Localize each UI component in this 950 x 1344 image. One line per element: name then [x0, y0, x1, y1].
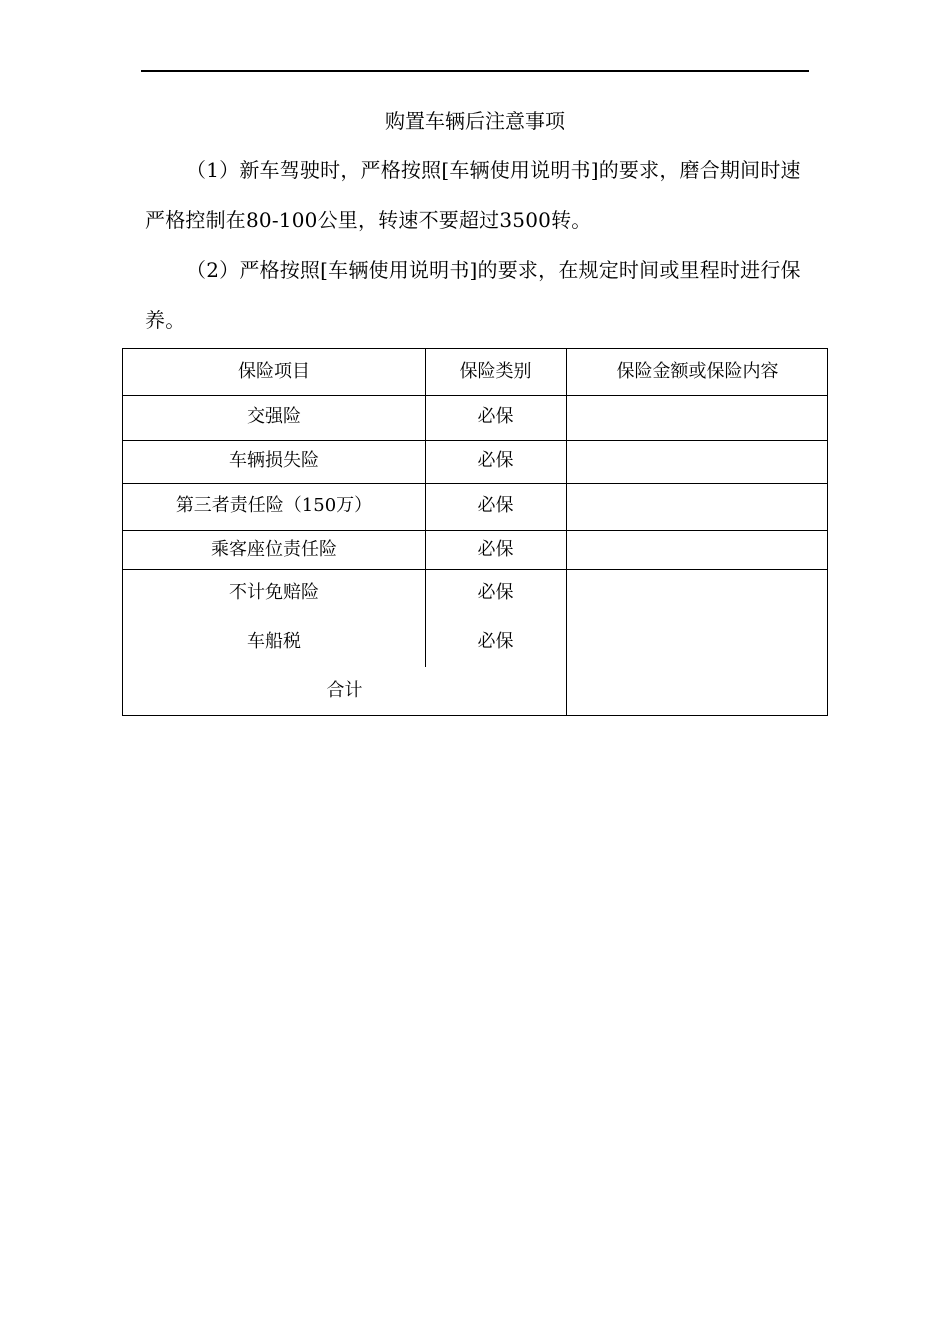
table-rule	[123, 395, 827, 396]
table-rule	[123, 440, 827, 441]
table-row-category: 必保	[477, 631, 514, 652]
document-title: 购置车辆后注意事项	[385, 109, 565, 133]
table-rule	[123, 569, 827, 570]
table-row-item: 交强险	[247, 406, 301, 427]
table-column-rule	[566, 349, 567, 715]
table-row-category: 必保	[477, 582, 514, 603]
table-row-category: 必保	[477, 450, 514, 471]
table-row-item: 第三者责任险（150万）	[175, 495, 373, 516]
paragraph-break-in: （1）新车驾驶时，严格按照[车辆使用说明书]的要求，磨合期间时速严格控制在80-100公里，转速不要超过3500转。	[145, 158, 801, 232]
table-total-label: 合计	[326, 680, 363, 701]
table-row-item: 不计免赔险	[229, 582, 319, 603]
table-row-item: 乘客座位责任险	[211, 539, 337, 560]
paragraph-maintenance: （2）严格按照[车辆使用说明书]的要求，在规定时间或里程时进行保养。	[145, 258, 801, 332]
table-row-category: 必保	[477, 406, 514, 427]
table-rule	[123, 483, 827, 484]
table-row-category: 必保	[477, 539, 514, 560]
header-insurance-category: 保险类别	[459, 361, 532, 382]
header-rule	[141, 70, 809, 72]
insurance-table	[122, 348, 828, 716]
table-row-item: 车辆损失险	[229, 450, 319, 471]
table-row-item: 车船税	[247, 631, 301, 652]
table-rule	[123, 530, 827, 531]
table-row-category: 必保	[477, 495, 514, 516]
header-insurance-amount: 保险金额或保险内容	[616, 361, 779, 382]
header-insurance-item: 保险项目	[238, 361, 310, 382]
